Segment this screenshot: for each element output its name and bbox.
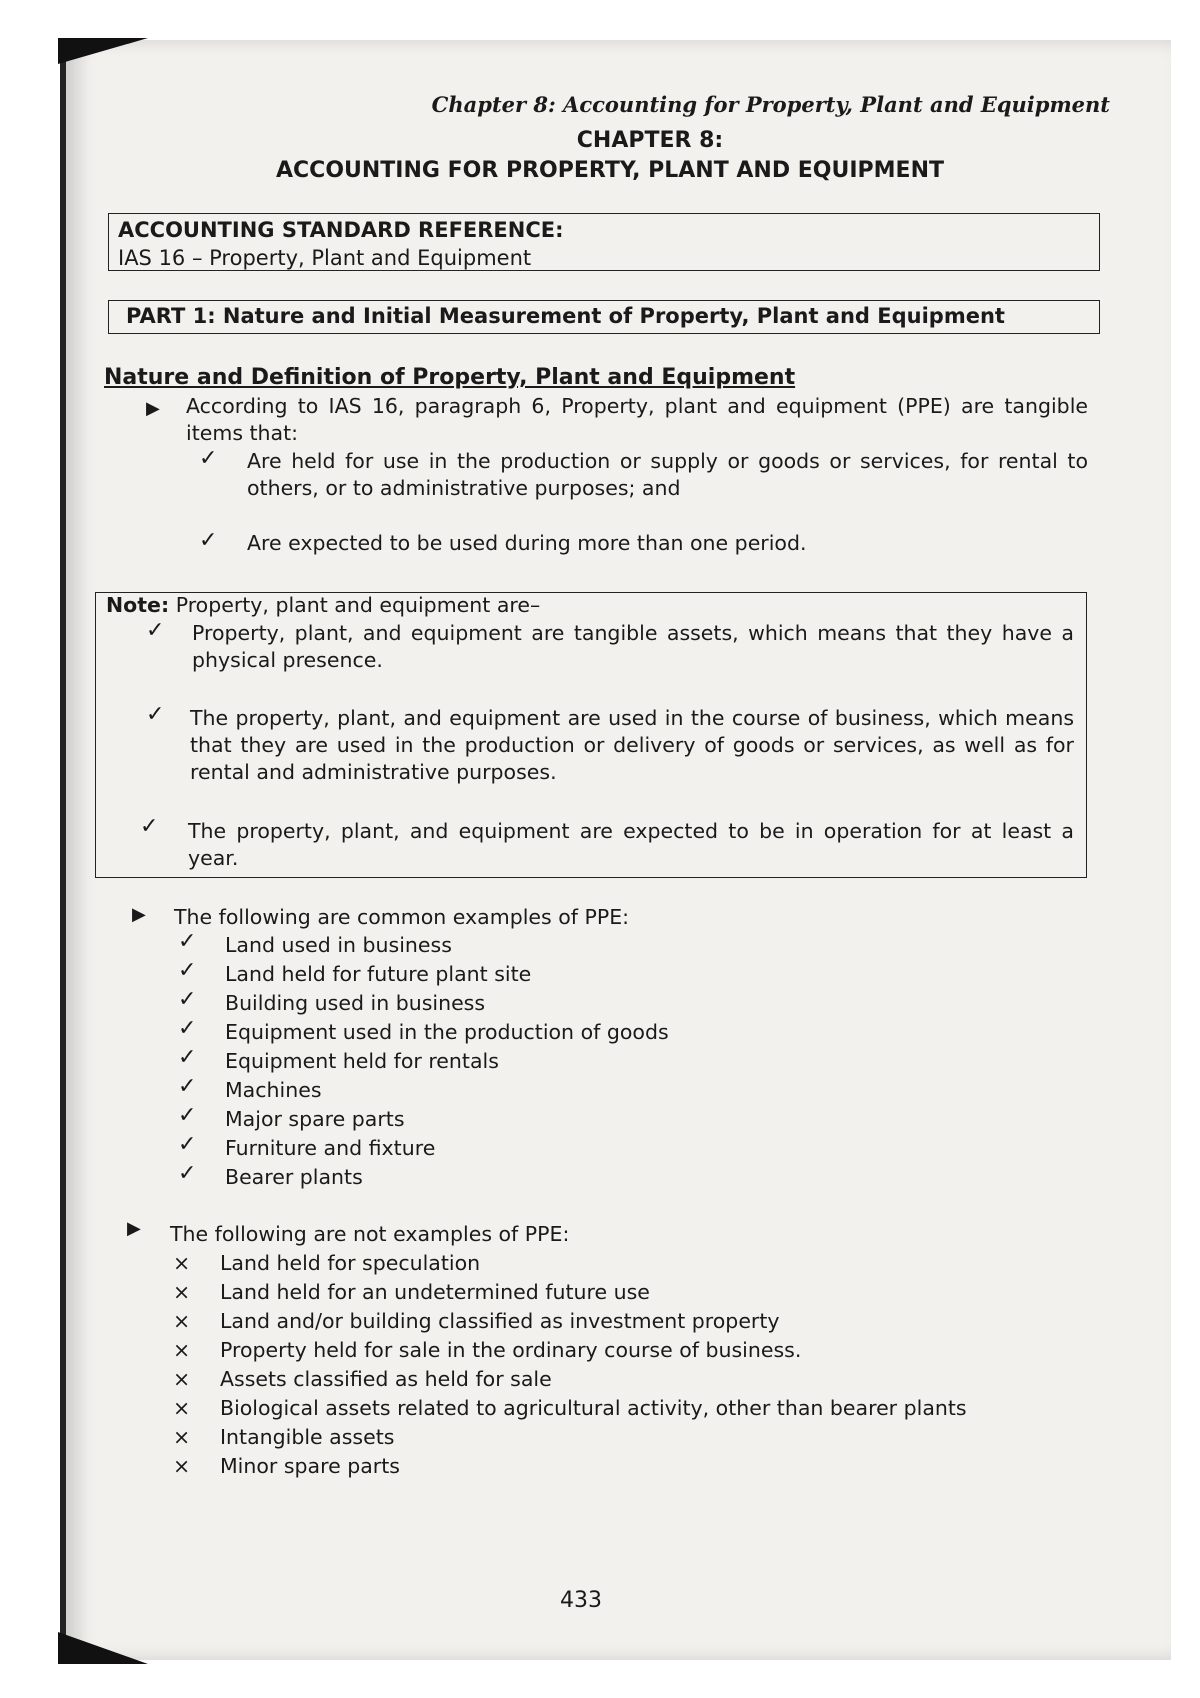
check-icon: ✓ (199, 446, 218, 471)
section-heading: Nature and Definition of Property, Plant and Equipment (104, 365, 796, 390)
check-icon: ✓ (178, 1132, 197, 1157)
part-heading: PART 1: Nature and Initial Measurement of Property, Plant and Equipment (126, 304, 1005, 328)
cross-icon: × (173, 1251, 191, 1275)
cross-icon: × (173, 1396, 191, 1420)
examples-list-item: Furniture and fixture (225, 1136, 436, 1160)
cross-icon: × (173, 1309, 191, 1333)
check-icon: ✓ (178, 1161, 197, 1186)
definition-intro: According to IAS 16, paragraph 6, Property, plant and equipment (PPE) are tangible items that: (186, 394, 1088, 445)
examples-intro: The following are common examples of PPE: (174, 905, 630, 929)
examples-list-item: Machines (225, 1078, 322, 1102)
chapter-title: ACCOUNTING FOR PROPERTY, PLANT AND EQUIPMENT (276, 158, 944, 183)
non-examples-list-item: Land and/or building classified as investment property (220, 1309, 780, 1333)
arrow-bullet-icon: ▶ (132, 904, 146, 925)
check-icon: ✓ (178, 1074, 197, 1099)
check-icon: ✓ (178, 1103, 197, 1128)
examples-list-item: Bearer plants (225, 1165, 363, 1189)
note-item: The property, plant, and equipment are used in the course of business, which means that they are used in the production or delivery of goods or services, as well as for rental and administrative purposes. (190, 706, 1074, 784)
cross-icon: × (173, 1454, 191, 1478)
check-icon: ✓ (178, 987, 197, 1012)
check-icon: ✓ (178, 1045, 197, 1070)
note-intro: Property, plant and equipment are– (175, 593, 541, 617)
standard-reference-heading: ACCOUNTING STANDARD REFERENCE: (118, 218, 564, 242)
non-examples-list-item: Land held for speculation (220, 1251, 481, 1275)
non-examples-list-item: Intangible assets (220, 1425, 395, 1449)
check-icon: ✓ (199, 528, 218, 553)
check-icon: ✓ (178, 929, 197, 954)
page-number: 433 (560, 1588, 602, 1613)
definition-item: Are held for use in the production or supply or goods or services, for rental to others, or to administrative purposes; and (247, 449, 1088, 500)
cross-icon: × (173, 1425, 191, 1449)
non-examples-list-item: Biological assets related to agricultural activity, other than bearer plants (220, 1396, 967, 1420)
non-examples-list-item: Property held for sale in the ordinary course of business. (220, 1338, 802, 1362)
examples-list-item: Land used in business (225, 933, 452, 957)
examples-list-item: Major spare parts (225, 1107, 405, 1131)
examples-list-item: Equipment used in the production of goods (225, 1020, 669, 1044)
cross-icon: × (173, 1338, 191, 1362)
non-examples-list-item: Land held for an undetermined future use (220, 1280, 650, 1304)
non-examples-list-item: Assets classified as held for sale (220, 1367, 552, 1391)
cross-icon: × (173, 1367, 191, 1391)
examples-list-item: Building used in business (225, 991, 486, 1015)
check-icon: ✓ (178, 1016, 197, 1041)
check-icon: ✓ (146, 618, 165, 643)
note-item: Property, plant, and equipment are tangible assets, which means that they have a physical presence. (192, 621, 1074, 672)
running-head: Chapter 8: Accounting for Property, Plant and Equipment (431, 92, 1110, 117)
chapter-number: CHAPTER 8: (576, 128, 724, 153)
arrow-bullet-icon: ▶ (146, 398, 160, 419)
note-item: The property, plant, and equipment are expected to be in operation for at least a year. (188, 819, 1074, 870)
examples-list-item: Land held for future plant site (225, 962, 532, 986)
examples-list-item: Equipment held for rentals (225, 1049, 499, 1073)
standard-reference-text: IAS 16 – Property, Plant and Equipment (118, 246, 532, 270)
definition-item: Are expected to be used during more than one period. (247, 531, 807, 555)
cross-icon: × (173, 1280, 191, 1304)
non-examples-intro: The following are not examples of PPE: (170, 1222, 570, 1246)
check-icon: ✓ (178, 958, 197, 983)
arrow-bullet-icon: ▶ (127, 1218, 141, 1239)
note-label: Note: (106, 593, 170, 617)
check-icon: ✓ (140, 814, 159, 839)
note-heading (106, 592, 540, 619)
check-icon: ✓ (146, 702, 165, 727)
non-examples-list-item: Minor spare parts (220, 1454, 400, 1478)
